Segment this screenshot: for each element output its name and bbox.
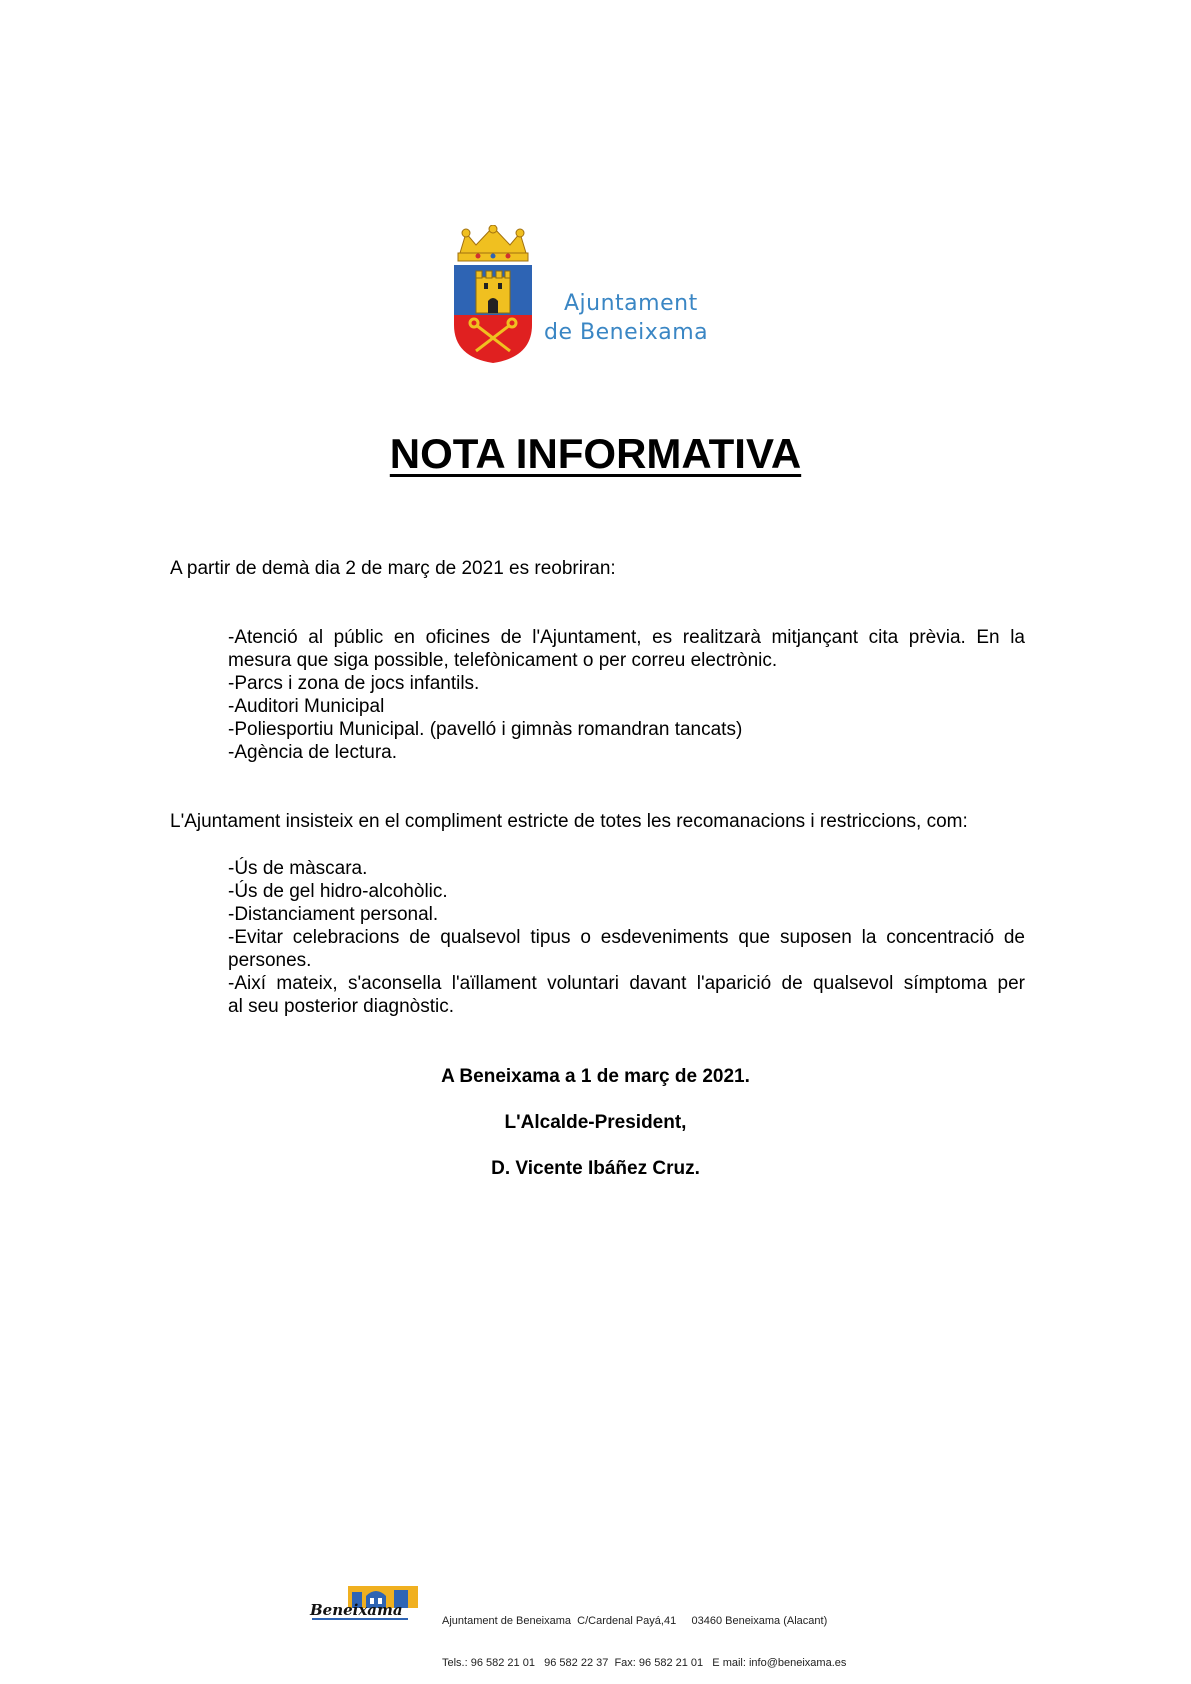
footer-address: Ajuntament de Beneixama C/Cardenal Payá,41 03460 Beneixama (Alacant) — [442, 1615, 828, 1627]
list-item: mesura que siga possible, telefònicament o per correu electrònic. — [228, 650, 778, 671]
municipal-logo — [448, 225, 758, 365]
coat-of-arms-icon — [448, 225, 538, 365]
intro-recommendations: L'Ajuntament insisteix en el compliment estricte de totes les recomanacions i restriccions, com: — [170, 811, 968, 832]
footer-phones: Tels.: 96 582 21 01 96 582 22 37 Fax: 96 582 21 01 E mail: info@beneixama.es — [442, 1657, 847, 1669]
signature-name: D. Vicente Ibáñez Cruz. — [491, 1158, 700, 1179]
logo-text — [544, 289, 708, 347]
footer-brand: Beneixama — [310, 1601, 403, 1619]
signature-place-date: A Beneixama a 1 de març de 2021. — [441, 1066, 750, 1087]
list-item: persones. — [228, 950, 312, 971]
footer-logo — [308, 1582, 428, 1622]
list-item: -Evitar celebracions de qualsevol tipus o esdeveniments que suposen la concentració de — [228, 927, 1025, 948]
recommendations-list — [228, 857, 1025, 1018]
town-emblem-icon — [308, 1582, 428, 1622]
list-item: -Poliesportiu Municipal. (pavelló i gimnàs romandran tancats) — [228, 719, 743, 740]
list-item: -Ús de gel hidro-alcohòlic. — [228, 881, 448, 902]
signature-role: L'Alcalde-President, — [504, 1112, 687, 1133]
list-item: -Parcs i zona de jocs infantils. — [228, 673, 480, 694]
list-item: -Distanciament personal. — [228, 904, 439, 925]
logo-line-2: de Beneixama — [544, 320, 709, 345]
logo-line-1: Ajuntament — [564, 291, 698, 316]
intro-reopening: A partir de demà dia 2 de març de 2021 es reobriran: — [170, 558, 616, 579]
list-item: -Auditori Municipal — [228, 696, 385, 717]
list-item: -Agència de lectura. — [228, 742, 397, 763]
list-item: -Ús de màscara. — [228, 858, 368, 879]
list-item: -Així mateix, s'aconsella l'aïllament voluntari davant l'aparició de qualsevol símptoma per — [228, 973, 1025, 994]
footer-contact — [442, 1586, 846, 1684]
page-title-text: NOTA INFORMATIVA — [389, 430, 802, 477]
list-item: al seu posterior diagnòstic. — [228, 996, 455, 1017]
list-item: -Atenció al públic en oficines de l'Ajuntament, es realitzarà mitjançant cita prèvia. En la — [228, 627, 1025, 648]
page-title — [0, 430, 1191, 478]
reopening-list — [228, 626, 1025, 764]
